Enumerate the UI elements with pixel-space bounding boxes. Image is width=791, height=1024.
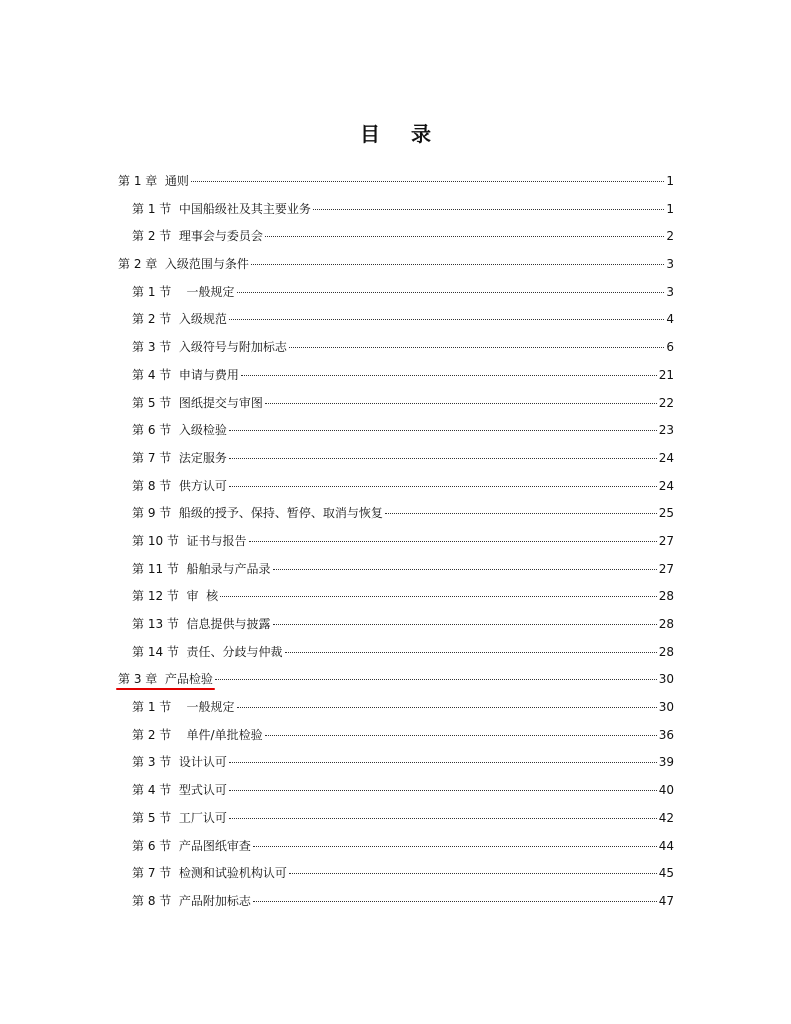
toc-section-entry[interactable]	[118, 833, 674, 861]
toc-section-entry[interactable]	[118, 639, 674, 667]
toc-dot-leader	[229, 430, 657, 431]
toc-entry-page-number: 28	[658, 644, 674, 659]
toc-entry-label: 第 6 节 入级检验	[132, 423, 227, 438]
toc-entry-page-number: 4	[666, 312, 674, 327]
toc-entry-label: 第 11 节 船舶录与产品录	[132, 561, 271, 576]
toc-entry-page-number: 47	[658, 893, 674, 908]
toc-dot-leader	[265, 735, 657, 736]
toc-section-entry[interactable]	[118, 279, 674, 307]
toc-dot-leader	[215, 679, 657, 680]
toc-entry-label: 第 10 节 证书与报告	[132, 533, 247, 548]
toc-entry-page-number: 21	[658, 367, 674, 382]
toc-entry-label: 第 3 节 入级符号与附加标志	[132, 340, 287, 355]
toc-entry-label: 第 7 节 检测和试验机构认可	[132, 866, 287, 881]
red-underline-annotation	[116, 688, 215, 690]
toc-entry-label: 第 1 节 一般规定	[132, 284, 235, 299]
toc-entry-label: 第 9 节 船级的授予、保持、暂停、取消与恢复	[132, 506, 383, 521]
toc-entry-label: 第 14 节 责任、分歧与仲裁	[132, 644, 283, 659]
toc-dot-leader	[253, 901, 657, 902]
toc-dot-leader	[385, 513, 657, 514]
toc-entry-page-number: 23	[658, 423, 674, 438]
toc-entry-page-number: 28	[658, 589, 674, 604]
toc-dot-leader	[265, 236, 664, 237]
toc-entry-label: 第 4 节 申请与费用	[132, 367, 239, 382]
toc-entry-label: 第 2 节 单件/单批检验	[132, 727, 263, 742]
toc-entry-page-number: 25	[658, 506, 674, 521]
toc-chapter-entry[interactable]	[118, 251, 674, 279]
toc-entry-page-number: 22	[658, 395, 674, 410]
toc-section-entry[interactable]	[118, 556, 674, 584]
toc-dot-leader	[241, 375, 657, 376]
toc-dot-leader	[249, 541, 657, 542]
toc-section-entry[interactable]	[118, 390, 674, 418]
toc-dot-leader	[229, 762, 657, 763]
toc-dot-leader	[237, 707, 657, 708]
page-title: 目 录	[360, 122, 443, 146]
toc-section-entry[interactable]	[118, 583, 674, 611]
toc-dot-leader	[191, 181, 664, 182]
toc-section-entry[interactable]	[118, 749, 674, 777]
toc-dot-leader	[237, 292, 665, 293]
toc-chapter-entry[interactable]	[118, 168, 674, 196]
toc-entry-page-number: 1	[666, 201, 674, 216]
toc-entry-page-number: 6	[666, 340, 674, 355]
toc-dot-leader	[313, 209, 664, 210]
toc-section-entry[interactable]	[118, 694, 674, 722]
toc-entry-page-number: 24	[658, 478, 674, 493]
toc-dot-leader	[229, 790, 657, 791]
toc-section-entry[interactable]	[118, 196, 674, 224]
toc-dot-leader	[229, 486, 657, 487]
toc-entry-label: 第 1 节 一般规定	[132, 700, 235, 715]
toc-entry-label: 第 5 节 工厂认可	[132, 810, 227, 825]
toc-entry-page-number: 27	[658, 561, 674, 576]
toc-entry-page-number: 1	[666, 174, 674, 188]
toc-dot-leader	[273, 624, 657, 625]
table-of-contents	[118, 168, 674, 916]
toc-entry-page-number: 40	[658, 783, 674, 798]
toc-entry-page-number: 36	[658, 727, 674, 742]
toc-entry-page-number: 24	[658, 450, 674, 465]
toc-entry-label: 第 13 节 信息提供与披露	[132, 617, 271, 631]
toc-dot-leader	[289, 347, 664, 348]
toc-entry-label: 第 12 节 审 核	[132, 589, 219, 604]
toc-section-entry[interactable]	[118, 805, 674, 833]
toc-entry-label: 第 8 节 产品附加标志	[132, 893, 251, 908]
toc-dot-leader	[251, 264, 664, 265]
toc-section-entry[interactable]	[118, 722, 674, 750]
toc-dot-leader	[229, 458, 657, 459]
toc-entry-label: 第 3 节 设计认可	[132, 755, 227, 770]
toc-section-entry[interactable]	[118, 334, 674, 362]
toc-dot-leader	[229, 818, 657, 819]
toc-section-entry[interactable]	[118, 611, 674, 639]
toc-entry-label: 第 4 节 型式认可	[132, 783, 227, 798]
toc-section-entry[interactable]	[118, 860, 674, 888]
toc-chapter-entry[interactable]	[118, 666, 674, 694]
toc-section-entry[interactable]	[118, 362, 674, 390]
toc-dot-leader	[285, 652, 657, 653]
toc-entry-label: 第 2 节 理事会与委员会	[132, 229, 263, 244]
toc-entry-label: 第 2 节 入级规范	[132, 312, 227, 327]
toc-entry-page-number: 45	[658, 866, 674, 881]
toc-entry-label: 第 1 章 通则	[118, 174, 189, 188]
toc-section-entry[interactable]	[118, 445, 674, 473]
toc-entry-page-number: 42	[658, 810, 674, 825]
toc-entry-label: 第 7 节 法定服务	[132, 450, 227, 465]
toc-dot-leader	[273, 569, 657, 570]
toc-section-entry[interactable]	[118, 223, 674, 251]
toc-entry-page-number: 39	[658, 755, 674, 770]
toc-entry-page-number: 30	[658, 672, 674, 687]
toc-section-entry[interactable]	[118, 528, 674, 556]
toc-section-entry[interactable]	[118, 500, 674, 528]
toc-entry-label: 第 6 节 产品图纸审查	[132, 838, 251, 853]
toc-entry-label: 第 8 节 供方认可	[132, 478, 227, 493]
toc-section-entry[interactable]	[118, 777, 674, 805]
toc-entry-page-number: 3	[666, 257, 674, 272]
toc-dot-leader	[265, 403, 657, 404]
toc-entry-page-number: 2	[666, 229, 674, 244]
toc-entry-page-number: 44	[658, 838, 674, 853]
toc-entry-label: 第 5 节 图纸提交与审图	[132, 395, 263, 410]
toc-entry-page-number: 3	[666, 284, 674, 299]
toc-section-entry[interactable]	[118, 417, 674, 445]
toc-dot-leader	[289, 873, 657, 874]
toc-entry-label: 第 2 章 入级范围与条件	[118, 257, 249, 272]
toc-section-entry[interactable]	[118, 306, 674, 334]
toc-entry-page-number: 28	[658, 617, 674, 631]
toc-entry-page-number: 30	[658, 700, 674, 715]
toc-dot-leader	[253, 846, 657, 847]
toc-section-entry[interactable]	[118, 473, 674, 501]
toc-entry-label: 第 1 节 中国船级社及其主要业务	[132, 201, 311, 216]
toc-dot-leader	[220, 596, 657, 597]
toc-dot-leader	[229, 319, 664, 320]
toc-entry-page-number: 27	[658, 533, 674, 548]
toc-section-entry[interactable]	[118, 888, 674, 916]
toc-entry-label: 第 3 章 产品检验	[118, 672, 213, 687]
